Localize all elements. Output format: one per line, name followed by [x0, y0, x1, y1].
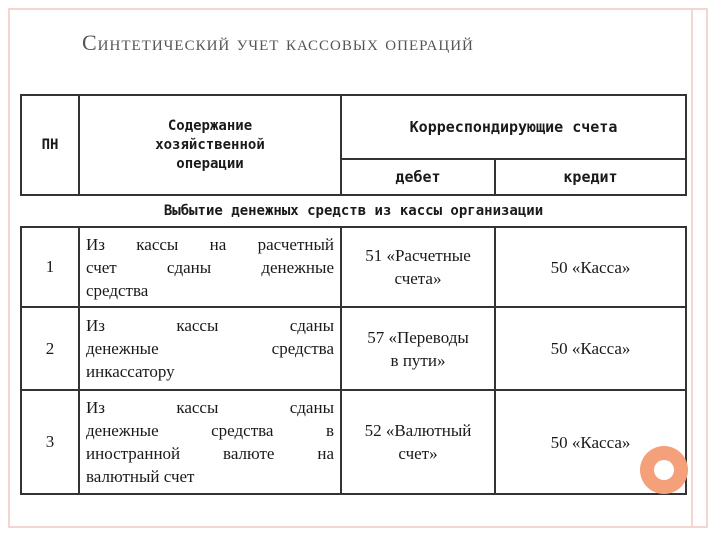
header-corr-accounts: Корреспондирующие счета: [341, 95, 686, 159]
header-num: ПН: [21, 95, 79, 195]
row-number: 3: [21, 390, 79, 494]
debit-account: [341, 307, 495, 390]
header-content: [79, 95, 341, 195]
debit-line: счет»: [398, 444, 438, 463]
debit-line: в пути»: [390, 350, 446, 370]
header-content-line: хозяйственной: [155, 136, 265, 153]
table-row: [21, 390, 686, 494]
table-row: [21, 307, 686, 390]
debit-line: 51 «Расчетные: [365, 246, 471, 265]
row-number: 1: [21, 227, 79, 307]
description-line: инкассатору: [86, 362, 175, 381]
debit-line: счета»: [394, 269, 442, 288]
section-title: Выбытие денежных средств из кассы организации: [21, 195, 686, 227]
operation-description: [79, 227, 341, 307]
debit-account: [341, 227, 495, 307]
operation-description: [79, 390, 341, 494]
slide-title: Синтетический учет кассовых операций: [82, 30, 474, 55]
credit-account: 50 «Касса»: [495, 307, 686, 390]
debit-account: [341, 390, 495, 494]
description-line: валютный счет: [86, 467, 195, 486]
description-line: денежные средства в: [86, 421, 334, 440]
header-content-line: Содержание: [167, 117, 253, 134]
credit-account: 50 «Касса»: [495, 227, 686, 307]
description-line: Из кассы сданы: [86, 316, 334, 335]
table-row: [21, 227, 686, 307]
description-line: средства: [86, 280, 149, 300]
accounting-table: [20, 94, 687, 495]
description-line: денежные средства: [86, 339, 334, 358]
description-line: Из кассы сданы: [86, 398, 334, 417]
operation-description: [79, 307, 341, 390]
header-credit: кредит: [495, 159, 686, 195]
description-line: Из кассы на расчетный: [86, 234, 334, 254]
decorative-circle-inner: [654, 460, 674, 480]
debit-line: 57 «Переводы: [367, 327, 469, 347]
header-debit: дебет: [341, 159, 495, 195]
debit-line: 52 «Валютный: [364, 421, 472, 440]
description-line: счет сданы денежные: [86, 257, 334, 277]
description-line: иностранной валюте на: [86, 444, 334, 463]
header-content-line: операции: [176, 155, 244, 172]
row-number: 2: [21, 307, 79, 390]
frame-side-line: [691, 8, 693, 528]
credit-account: 50 «Касса»: [495, 390, 686, 494]
